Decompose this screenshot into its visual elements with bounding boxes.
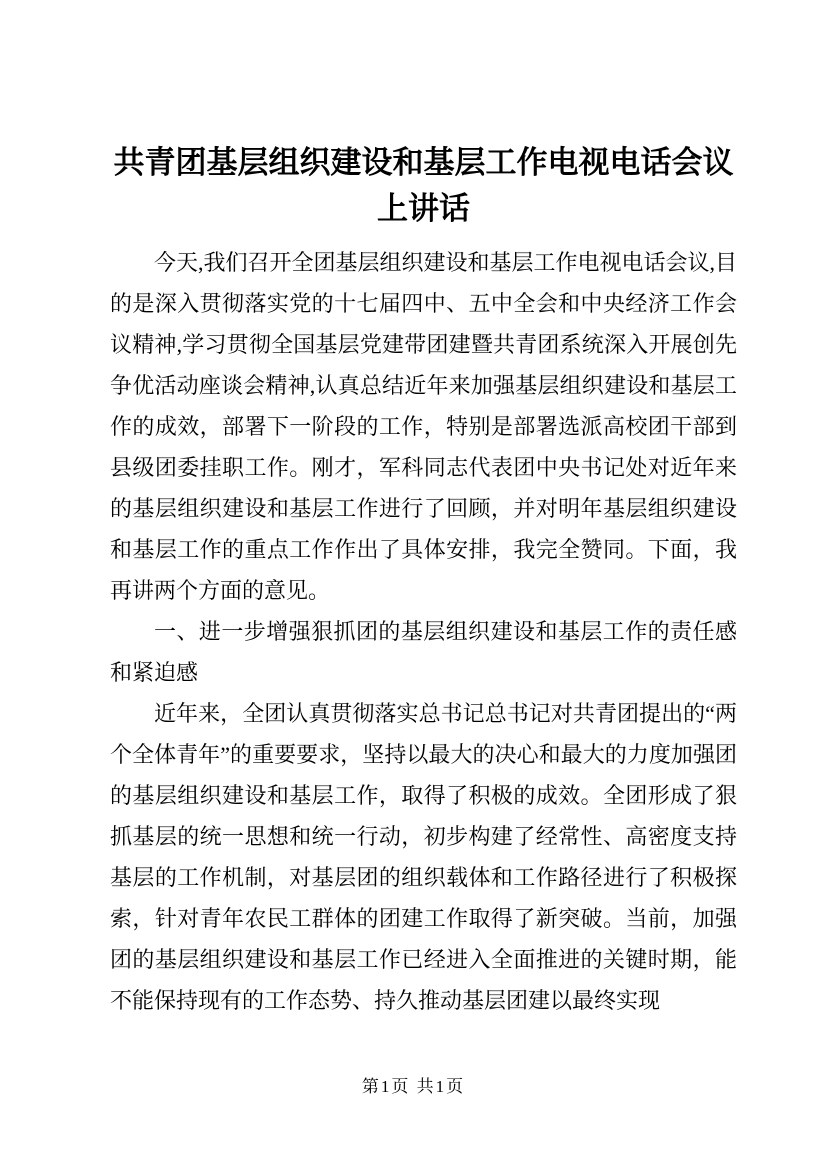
page-footer [0,1072,827,1097]
document-body [110,242,737,1021]
document-title: 共青团基层组织建设和基层工作电视电话会议上讲话 [113,145,734,226]
intro-paragraph: 今天,我们召开全团基层组织建设和基层工作电视电话会议,目的是深入贯彻落实党的十七届四中、五中全会和中央经济工作会议精神,学习贯彻全国基层党建带团建暨共青团系统深入开展创先争优活动座谈会精神,认真总结近年来加强基层组织建设和基层工作的成效，部署下一阶段的工作，特别是部署选派高校团干部到县级团委挂职工作。刚才，军科同志代表团中央书记处对近年来的基层组织建设和基层工作进行了回顾，并对明年基层组织建设和基层工作的重点工作作出了具体安排，我完全赞同。下面，我再讲两个方面的意见。 [110,250,738,603]
section-heading-1: 一、进一步增强狠抓团的基层组织建设和基层工作的责任感和紧迫感 [110,619,737,685]
document-content [110,140,737,1021]
body-paragraph-1: 近年来，全团认真贯彻落实总书记总书记对共青团提出的“两个全体青年”的重要要求，坚持以最大的决心和最大的力度加强团的基层组织建设和基层工作，取得了积极的成效。全团形成了狠抓基层的统一思想和统一行动，初步构建了经常性、高密度支持基层的工作机制，对基层团的组织载体和工作路径进行了积极探索，针对青年农民工群体的团建工作取得了新突破。当前，加强团的基层组织建设和基层工作已经进入全面推进的关键时期，能不能保持现有的工作态势、持久推动基层团建以最终实现 [110,701,737,1013]
page-indicator: 第1页 共1页 [361,1077,466,1096]
